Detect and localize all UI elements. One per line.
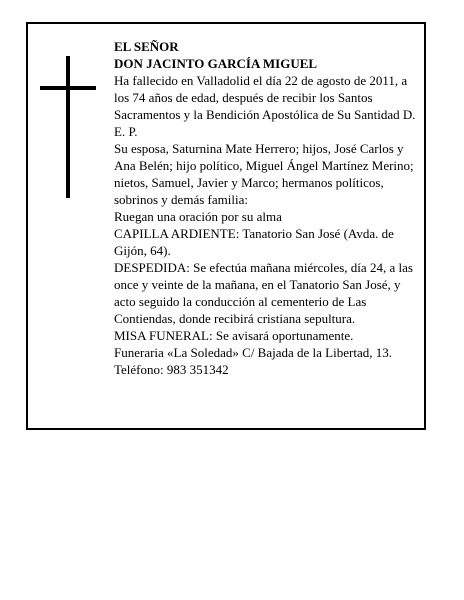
- prayer-request: Ruegan una oración por su alma: [114, 209, 282, 224]
- cross-vertical-bar: [66, 56, 70, 198]
- phone: Teléfono: 983 351342: [114, 362, 229, 377]
- farewell-info: DESPEDIDA: Se efectúa mañana miércoles, día 24, a las once y veinte de la mañana, en el Tanatorio San José, y acto seguido la conducción al cementerio de Las Contiendas, donde recibirá cristiana sepultura.: [114, 260, 413, 326]
- mass-info: MISA FUNERAL: Se avisará oportunamente.: [114, 328, 354, 343]
- family-list: Su esposa, Saturnina Mate Herrero; hijos, José Carlos y Ana Belén; hijo político, Miguel Ángel Martínez Merino; nietos, Samuel, Javier y Marco; hermanos políticos, sobrinos y demás familia:: [114, 141, 414, 207]
- announcement: Ha fallecido en Valladolid el día 22 de agosto de 2011, a los 74 años de edad, después de recibir los Santos Sacramentos y la Bendición Apostólica de Su Santidad D. E. P.: [114, 73, 416, 139]
- obituary-text: [114, 38, 424, 378]
- deceased-name: DON JACINTO GARCÍA MIGUEL: [114, 56, 318, 71]
- chapel-info: CAPILLA ARDIENTE: Tanatorio San José (Avda. de Gijón, 64).: [114, 226, 394, 258]
- obituary-notice: [26, 22, 426, 430]
- cross-icon: [40, 56, 96, 198]
- cross-horizontal-bar: [40, 86, 96, 90]
- title: EL SEÑOR: [114, 39, 179, 54]
- funeral-home: Funeraria «La Soledad» C/ Bajada de la Libertad, 13.: [114, 345, 392, 360]
